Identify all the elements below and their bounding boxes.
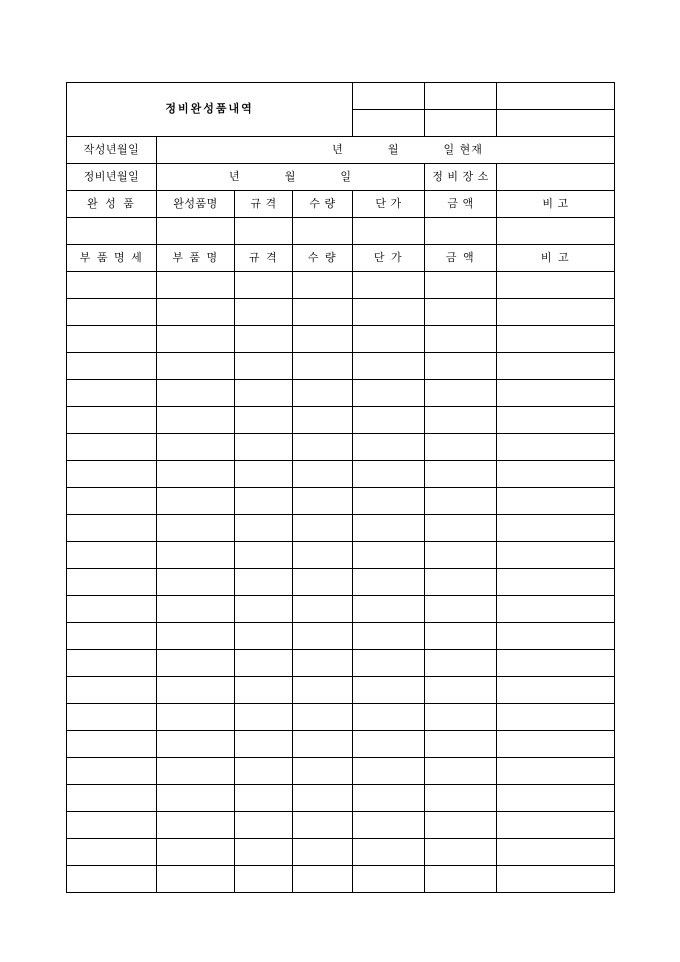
table-cell[interactable]: [293, 839, 353, 866]
write-date-month: 월: [387, 142, 400, 156]
table-cell[interactable]: [157, 488, 235, 515]
parts-col-remark: 비 고: [497, 245, 615, 272]
table-cell[interactable]: [67, 839, 157, 866]
table-cell[interactable]: [235, 380, 293, 407]
table-cell[interactable]: [157, 839, 235, 866]
table-cell[interactable]: [293, 488, 353, 515]
table-cell[interactable]: [157, 704, 235, 731]
table-row: [67, 677, 615, 704]
table-cell[interactable]: [157, 272, 235, 299]
table-cell[interactable]: [235, 677, 293, 704]
table-cell[interactable]: [293, 650, 353, 677]
repair-date-month: 월: [284, 169, 297, 183]
table-cell[interactable]: [353, 461, 425, 488]
table-cell[interactable]: [293, 569, 353, 596]
parts-col-amount: 금 액: [425, 245, 497, 272]
table-cell[interactable]: [235, 785, 293, 812]
table-cell[interactable]: [425, 515, 497, 542]
table-cell[interactable]: [235, 839, 293, 866]
table-row: [67, 272, 615, 299]
table-cell[interactable]: [67, 380, 157, 407]
table-cell[interactable]: [293, 866, 353, 893]
table-cell[interactable]: [293, 704, 353, 731]
repair-place-value[interactable]: [497, 164, 615, 191]
table-row: [67, 542, 615, 569]
table-cell[interactable]: [497, 758, 615, 785]
table-cell[interactable]: [67, 704, 157, 731]
table-cell[interactable]: [157, 434, 235, 461]
table-row: [67, 596, 615, 623]
table-cell[interactable]: [67, 623, 157, 650]
table-cell[interactable]: [497, 461, 615, 488]
table-cell[interactable]: [157, 677, 235, 704]
table-cell[interactable]: [235, 731, 293, 758]
table-cell[interactable]: [157, 812, 235, 839]
product-entry-cell-1[interactable]: [157, 218, 235, 245]
table-cell[interactable]: [235, 434, 293, 461]
table-row: [67, 839, 615, 866]
write-date-value[interactable]: [157, 137, 615, 164]
parts-col-qty: 수 량: [293, 245, 353, 272]
table-cell[interactable]: [497, 731, 615, 758]
table-cell[interactable]: [67, 299, 157, 326]
table-cell[interactable]: [157, 758, 235, 785]
table-cell[interactable]: [425, 812, 497, 839]
page-title: 정비완성품내역: [67, 83, 353, 137]
table-cell[interactable]: [67, 650, 157, 677]
table-row: [67, 515, 615, 542]
table-cell[interactable]: [353, 488, 425, 515]
table-cell[interactable]: [293, 515, 353, 542]
repair-date-value[interactable]: [157, 164, 425, 191]
table-cell[interactable]: [425, 839, 497, 866]
table-cell[interactable]: [425, 650, 497, 677]
product-col-unitprice: 단 가: [353, 191, 425, 218]
table-cell[interactable]: [235, 326, 293, 353]
table-cell[interactable]: [67, 542, 157, 569]
parts-row-label: 부 품 명 세: [67, 245, 157, 272]
table-cell[interactable]: [67, 785, 157, 812]
table-cell[interactable]: [353, 542, 425, 569]
product-col-name: 완성품명: [157, 191, 235, 218]
table-cell[interactable]: [293, 785, 353, 812]
table-cell[interactable]: [497, 569, 615, 596]
table-cell[interactable]: [293, 677, 353, 704]
write-date-row: [67, 137, 615, 164]
table-cell[interactable]: [353, 866, 425, 893]
table-cell[interactable]: [353, 677, 425, 704]
product-col-remark: 비 고: [497, 191, 615, 218]
parts-header-row: [67, 245, 615, 272]
table-cell[interactable]: [67, 812, 157, 839]
table-cell[interactable]: [67, 461, 157, 488]
table-cell[interactable]: [235, 704, 293, 731]
table-cell[interactable]: [67, 677, 157, 704]
table-cell[interactable]: [353, 839, 425, 866]
repair-date-row: [67, 164, 615, 191]
repair-date-day: 일: [340, 169, 352, 183]
table-cell[interactable]: [425, 542, 497, 569]
table-cell[interactable]: [235, 569, 293, 596]
product-col-qty: 수 량: [293, 191, 353, 218]
table-cell[interactable]: [425, 731, 497, 758]
table-cell[interactable]: [235, 272, 293, 299]
table-row: [67, 488, 615, 515]
parts-col-spec: 규 격: [235, 245, 293, 272]
table-cell[interactable]: [157, 353, 235, 380]
table-cell[interactable]: [293, 623, 353, 650]
table-row: [67, 434, 615, 461]
repair-place-label: 정 비 장 소: [425, 164, 497, 191]
product-entry-cell-6[interactable]: [497, 218, 615, 245]
table-cell[interactable]: [497, 839, 615, 866]
table-cell[interactable]: [235, 596, 293, 623]
table-cell[interactable]: [235, 812, 293, 839]
table-cell[interactable]: [425, 488, 497, 515]
parts-blank-rows: [67, 272, 615, 893]
table-cell[interactable]: [353, 272, 425, 299]
table-cell[interactable]: [425, 380, 497, 407]
table-cell[interactable]: [235, 542, 293, 569]
table-cell[interactable]: [497, 812, 615, 839]
table-cell[interactable]: [497, 866, 615, 893]
product-col-amount: 금 액: [425, 191, 497, 218]
table-row: [67, 704, 615, 731]
approval-stamp-cell-1: [353, 83, 425, 110]
table-cell[interactable]: [425, 596, 497, 623]
table-cell[interactable]: [157, 866, 235, 893]
product-col-spec: 규 격: [235, 191, 293, 218]
table-cell[interactable]: [353, 731, 425, 758]
table-cell[interactable]: [497, 353, 615, 380]
table-cell[interactable]: [235, 461, 293, 488]
table-cell[interactable]: [497, 299, 615, 326]
table-cell[interactable]: [67, 569, 157, 596]
table-cell[interactable]: [293, 380, 353, 407]
table-cell[interactable]: [67, 758, 157, 785]
table-cell[interactable]: [293, 731, 353, 758]
table-cell[interactable]: [157, 326, 235, 353]
table-cell[interactable]: [425, 758, 497, 785]
table-cell[interactable]: [497, 488, 615, 515]
table-cell[interactable]: [497, 650, 615, 677]
approval-stamp-cell-3: [497, 83, 615, 110]
table-cell[interactable]: [497, 623, 615, 650]
table-cell[interactable]: [353, 596, 425, 623]
product-row-label: 완 성 품: [67, 191, 157, 218]
table-cell[interactable]: [235, 353, 293, 380]
parts-col-name: 부 품 명: [157, 245, 235, 272]
table-cell[interactable]: [425, 677, 497, 704]
table-cell[interactable]: [67, 407, 157, 434]
repair-completed-goods-form: [66, 82, 614, 893]
table-cell[interactable]: [353, 299, 425, 326]
table-cell[interactable]: [293, 272, 353, 299]
table-cell[interactable]: [425, 326, 497, 353]
table-cell[interactable]: [293, 407, 353, 434]
table-cell[interactable]: [67, 515, 157, 542]
table-cell[interactable]: [293, 542, 353, 569]
repair-date-label: 정비년월일: [67, 164, 157, 191]
product-entry-cell-3[interactable]: [293, 218, 353, 245]
table-cell[interactable]: [67, 434, 157, 461]
table-cell[interactable]: [67, 353, 157, 380]
table-cell[interactable]: [67, 488, 157, 515]
table-cell[interactable]: [157, 569, 235, 596]
table-cell[interactable]: [497, 434, 615, 461]
table-cell[interactable]: [293, 461, 353, 488]
product-entry-row: [67, 218, 615, 245]
write-date-year: 년: [332, 142, 344, 156]
table-cell[interactable]: [235, 623, 293, 650]
table-cell[interactable]: [235, 488, 293, 515]
table-cell[interactable]: [353, 623, 425, 650]
table-row: [67, 623, 615, 650]
table-row: [67, 461, 615, 488]
table-cell[interactable]: [235, 650, 293, 677]
table-cell[interactable]: [425, 461, 497, 488]
table-cell[interactable]: [293, 758, 353, 785]
title-row: [67, 83, 615, 110]
table-cell[interactable]: [497, 272, 615, 299]
table-row: [67, 812, 615, 839]
table-cell[interactable]: [497, 407, 615, 434]
table-cell[interactable]: [353, 434, 425, 461]
table-cell[interactable]: [425, 353, 497, 380]
table-cell[interactable]: [293, 299, 353, 326]
table-cell[interactable]: [235, 407, 293, 434]
table-cell[interactable]: [157, 461, 235, 488]
table-cell[interactable]: [353, 758, 425, 785]
product-entry-cell-0[interactable]: [67, 218, 157, 245]
table-row: [67, 569, 615, 596]
table-cell[interactable]: [425, 704, 497, 731]
product-entry-cell-4[interactable]: [353, 218, 425, 245]
table-cell[interactable]: [157, 515, 235, 542]
table-cell[interactable]: [353, 569, 425, 596]
table-cell[interactable]: [353, 515, 425, 542]
approval-stamp-cell-6: [497, 110, 615, 137]
table-row: [67, 650, 615, 677]
table-cell[interactable]: [425, 785, 497, 812]
approval-stamp-cell-4: [353, 110, 425, 137]
table-cell[interactable]: [497, 785, 615, 812]
table-cell[interactable]: [425, 434, 497, 461]
product-entry-cell-2[interactable]: [235, 218, 293, 245]
table-row: [67, 731, 615, 758]
table-cell[interactable]: [425, 272, 497, 299]
table-cell[interactable]: [157, 380, 235, 407]
table-cell[interactable]: [235, 758, 293, 785]
table-cell[interactable]: [67, 866, 157, 893]
table-cell[interactable]: [293, 326, 353, 353]
table-cell[interactable]: [67, 272, 157, 299]
table-row: [67, 326, 615, 353]
table-cell[interactable]: [497, 704, 615, 731]
table-cell[interactable]: [353, 785, 425, 812]
table-cell[interactable]: [425, 569, 497, 596]
table-cell[interactable]: [157, 785, 235, 812]
repair-date-year: 년: [229, 169, 241, 183]
table-cell[interactable]: [293, 353, 353, 380]
approval-stamp-cell-2: [425, 83, 497, 110]
table-row: [67, 353, 615, 380]
table-cell[interactable]: [353, 326, 425, 353]
table-cell[interactable]: [157, 407, 235, 434]
table-cell[interactable]: [497, 380, 615, 407]
table-cell[interactable]: [293, 596, 353, 623]
table-row: [67, 758, 615, 785]
table-cell[interactable]: [157, 623, 235, 650]
table-row: [67, 866, 615, 893]
table-cell[interactable]: [235, 515, 293, 542]
table-cell[interactable]: [497, 515, 615, 542]
table-cell[interactable]: [425, 407, 497, 434]
table-row: [67, 407, 615, 434]
table-cell[interactable]: [353, 704, 425, 731]
table-cell[interactable]: [157, 650, 235, 677]
table-cell[interactable]: [497, 677, 615, 704]
table-cell[interactable]: [293, 812, 353, 839]
table-cell[interactable]: [235, 299, 293, 326]
table-cell[interactable]: [497, 542, 615, 569]
table-cell[interactable]: [497, 596, 615, 623]
table-row: [67, 299, 615, 326]
write-date-day: 일 현재: [443, 142, 483, 156]
table-cell[interactable]: [67, 596, 157, 623]
table-cell[interactable]: [157, 596, 235, 623]
table-cell[interactable]: [293, 434, 353, 461]
table-cell[interactable]: [157, 731, 235, 758]
table-cell[interactable]: [425, 866, 497, 893]
approval-stamp-cell-5: [425, 110, 497, 137]
table-cell[interactable]: [67, 326, 157, 353]
table-cell[interactable]: [425, 299, 497, 326]
form-table: [66, 82, 615, 893]
table-cell[interactable]: [353, 812, 425, 839]
table-row: [67, 785, 615, 812]
table-cell[interactable]: [353, 650, 425, 677]
table-cell[interactable]: [353, 353, 425, 380]
table-cell[interactable]: [235, 866, 293, 893]
table-cell[interactable]: [425, 623, 497, 650]
table-cell[interactable]: [497, 326, 615, 353]
table-cell[interactable]: [67, 731, 157, 758]
parts-col-unitprice: 단 가: [353, 245, 425, 272]
table-cell[interactable]: [353, 407, 425, 434]
product-entry-cell-5[interactable]: [425, 218, 497, 245]
write-date-label: 작성년월일: [67, 137, 157, 164]
table-cell[interactable]: [157, 299, 235, 326]
table-row: [67, 380, 615, 407]
table-cell[interactable]: [353, 380, 425, 407]
product-header-row: [67, 191, 615, 218]
table-cell[interactable]: [157, 542, 235, 569]
